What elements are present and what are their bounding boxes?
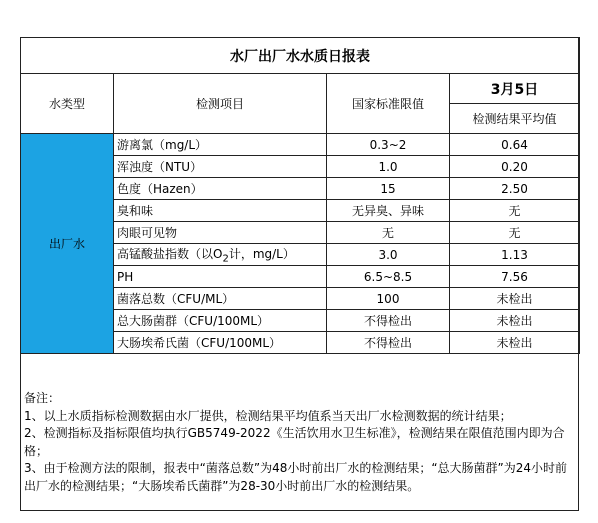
header-standard: 国家标准限值: [327, 74, 450, 134]
standard-cell: 0.3~2: [327, 134, 450, 156]
note-line: 1、以上水质指标检测数据由水厂提供，检测结果平均值系当天出厂水检测数据的统计结果；: [24, 408, 512, 423]
table-row: [21, 134, 580, 156]
item-cell: 臭和味: [114, 200, 327, 222]
standard-cell: 6.5~8.5: [327, 266, 450, 288]
average-cell: 无: [450, 200, 580, 222]
standard-cell: 无异臭、异味: [327, 200, 450, 222]
standard-cell: 100: [327, 288, 450, 310]
average-cell: 未检出: [450, 288, 580, 310]
average-cell: 7.56: [450, 266, 580, 288]
average-cell: 2.50: [450, 178, 580, 200]
average-cell: 未检出: [450, 332, 580, 354]
note-line: 2、检测指标及指标限值均执行GB5749-2022《生活饮用水卫生标准》，检测结果在限值范围内即为合格；: [24, 426, 565, 458]
standard-cell: 15: [327, 178, 450, 200]
item-cell: 游离氯（mg/L）: [114, 134, 327, 156]
standard-cell: 不得检出: [327, 332, 450, 354]
water-type-cell: 出厂水: [21, 134, 114, 354]
item-text-suffix: 计，mg/L）: [228, 246, 295, 261]
item-cell: 色度（Hazen）: [114, 178, 327, 200]
average-cell: 0.64: [450, 134, 580, 156]
average-cell: 未检出: [450, 310, 580, 332]
header-date: 3月5日: [450, 74, 580, 104]
header-item: 检测项目: [114, 74, 327, 134]
item-cell: 浑浊度（NTU）: [114, 156, 327, 178]
header-water-type: 水类型: [21, 74, 114, 134]
notes-heading: 备注：: [24, 391, 61, 405]
standard-cell: 3.0: [327, 244, 450, 266]
item-cell: [114, 244, 327, 266]
item-cell: 肉眼可见物: [114, 222, 327, 244]
header-average: 检测结果平均值: [450, 104, 580, 134]
average-cell: 0.20: [450, 156, 580, 178]
note-line: 3、由于检测方法的限制，报表中“菌落总数”为48小时前出厂水的检测结果；“总大肠菌群”为24小时前出厂水的检测结果；“大肠埃希氏菌群”为28-30小时前出厂水的检测结果。: [24, 461, 568, 493]
standard-cell: 1.0: [327, 156, 450, 178]
item-cell: 总大肠菌群（CFU/100ML）: [114, 310, 327, 332]
item-cell: 菌落总数（CFU/ML）: [114, 288, 327, 310]
average-cell: 无: [450, 222, 580, 244]
item-cell: PH: [114, 266, 327, 288]
standard-cell: 不得检出: [327, 310, 450, 332]
water-quality-table: [20, 37, 580, 354]
item-subscript: 2: [222, 253, 229, 265]
notes-section: [24, 390, 576, 495]
report-title: 水厂出厂水水质日报表: [21, 38, 580, 74]
average-cell: 1.13: [450, 244, 580, 266]
standard-cell: 无: [327, 222, 450, 244]
item-text: 高锰酸盐指数（以O: [117, 246, 223, 261]
item-cell: 大肠埃希氏菌（CFU/100ML）: [114, 332, 327, 354]
